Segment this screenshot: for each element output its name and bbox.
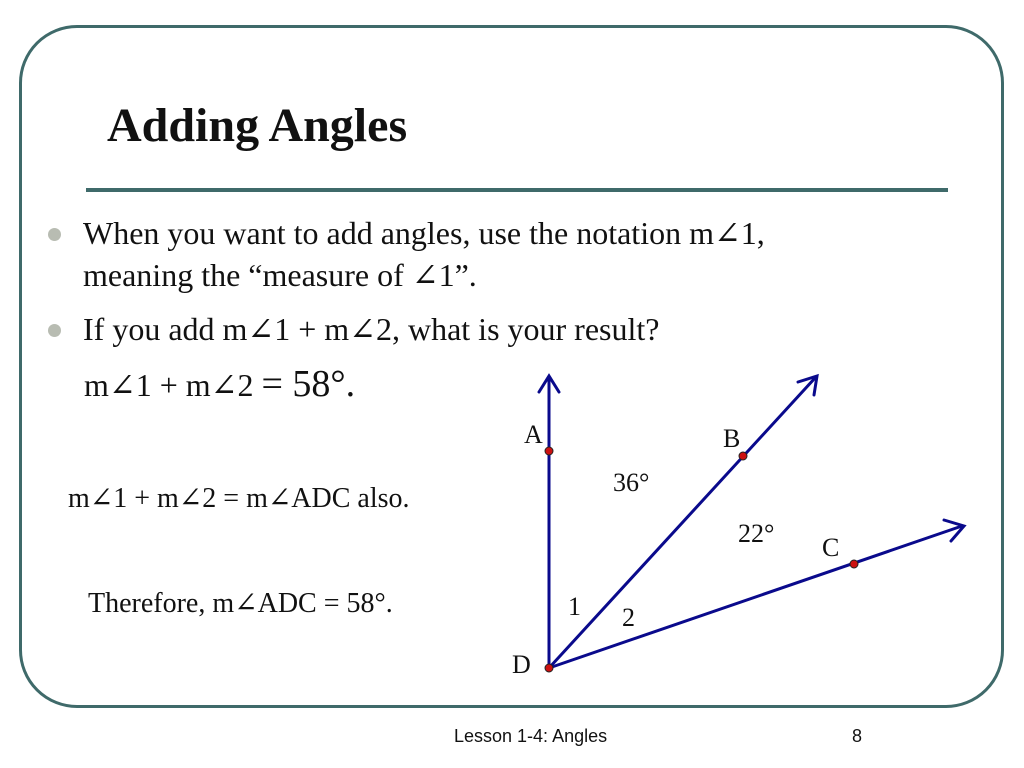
point-c-marker [850, 560, 858, 568]
result-value: = 58°. [261, 363, 356, 405]
point-b-marker [739, 452, 747, 460]
bullet-1-line-1: When you want to add angles, use the notation m∠1, [83, 215, 765, 251]
point-a-marker [545, 447, 553, 455]
slide-title: Adding Angles [107, 99, 408, 152]
footer-lesson: Lesson 1-4: Angles [454, 726, 608, 746]
angle-2-label: 2 [622, 603, 635, 632]
result-prefix: m∠1 + m∠2 [84, 367, 262, 403]
point-a-label: A [524, 420, 543, 449]
point-d-marker [545, 664, 553, 672]
ray-db [549, 378, 815, 668]
angle-1-label: 1 [568, 592, 581, 621]
footer-page-number: 8 [852, 726, 863, 746]
statement-also: m∠1 + m∠2 = m∠ADC also. [68, 483, 410, 514]
measure-22-label: 22° [738, 519, 775, 548]
point-b-label: B [723, 424, 741, 453]
statement-therefore: Therefore, m∠ADC = 58°. [88, 588, 393, 619]
measure-36-label: 36° [613, 468, 650, 497]
bullet-1-line-2: meaning the “measure of ∠1”. [83, 257, 477, 293]
point-d-label: D [512, 650, 531, 679]
point-c-label: C [822, 533, 840, 562]
bullet-2-line-1: If you add m∠1 + m∠2, what is your result? [83, 311, 660, 347]
